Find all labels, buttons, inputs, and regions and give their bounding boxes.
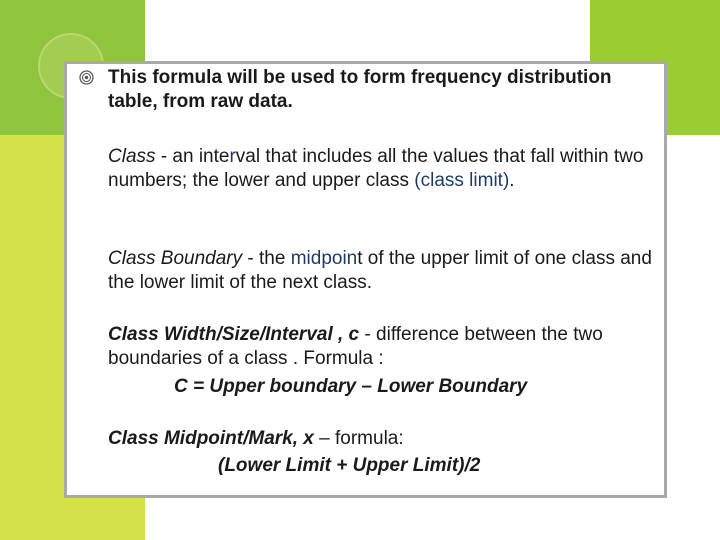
class-midpoint-formula: (Lower Limit + Upper Limit)/2 xyxy=(218,455,481,476)
class-width-term: Class Width/Size/Interval , c xyxy=(108,324,360,345)
class-boundary-term: Class Boundary xyxy=(108,248,243,269)
midpoint-text: – formula: xyxy=(313,428,404,449)
class-term: Class xyxy=(108,146,156,167)
boundary-text-b: t of the upper limit of one class and the lower limit of the next class. xyxy=(108,248,652,293)
circle-target-icon xyxy=(79,70,94,85)
intro-text: This formula will be used to form frequency distribution table, from raw data. xyxy=(108,67,612,112)
width-text: - difference between the two boundaries of a class . Formula : xyxy=(108,324,603,369)
boundary-hl: midpoin xyxy=(290,248,358,269)
class-text-b: val that includes all the values that fall within two numbers; the lower and upper class xyxy=(108,146,644,191)
boundary-text-a: - the xyxy=(242,248,291,269)
class-definition xyxy=(108,145,653,193)
class-hl-a: r xyxy=(229,146,236,167)
class-text-a: - an inte xyxy=(155,146,230,167)
class-midpoint-term: Class Midpoint/Mark, x xyxy=(108,428,314,449)
class-width-definition xyxy=(108,323,653,371)
class-midpoint-definition xyxy=(108,427,653,451)
class-boundary-definition xyxy=(108,247,653,295)
class-text-c: . xyxy=(509,170,515,191)
class-limit-term: (class limit) xyxy=(414,170,510,191)
class-width-formula: C = Upper boundary – Lower Boundary xyxy=(174,376,528,397)
